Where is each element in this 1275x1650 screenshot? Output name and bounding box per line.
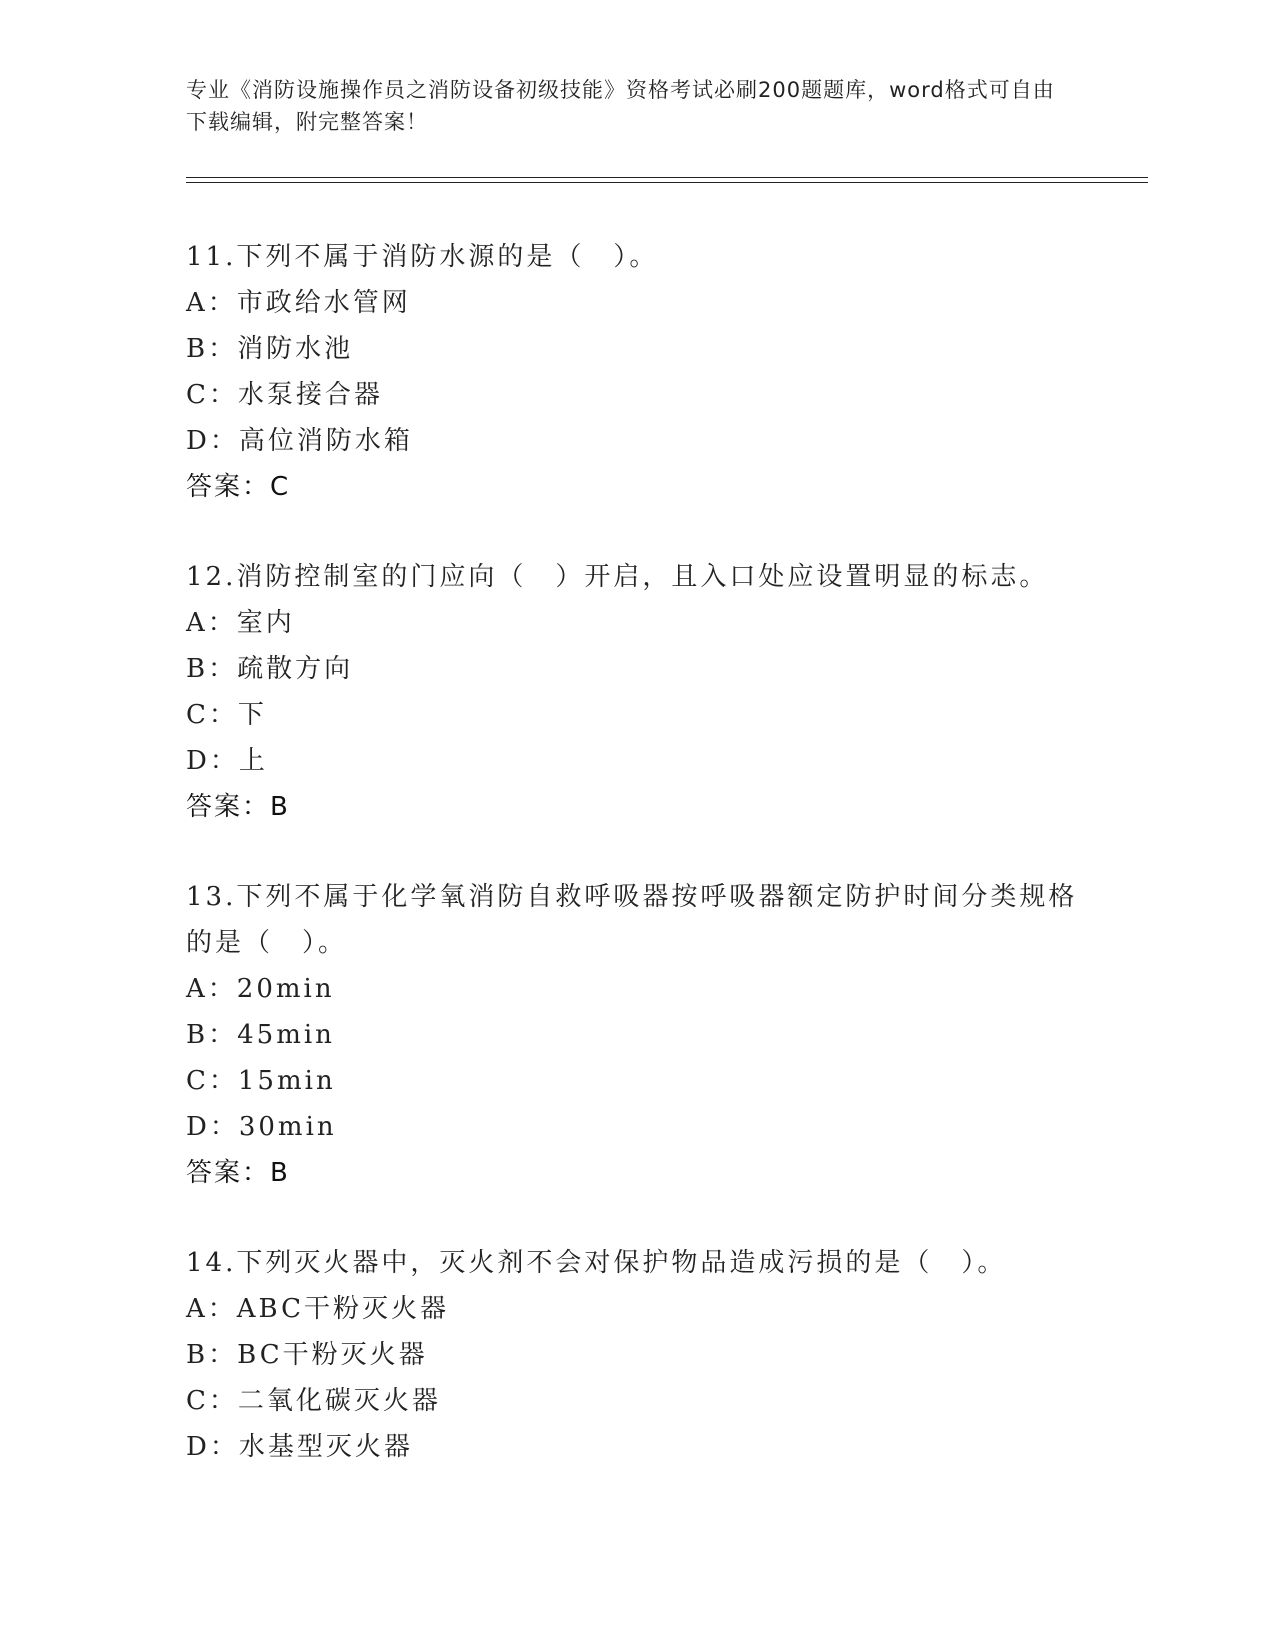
option-a: A：室内 [186,608,295,638]
header-intro-text: 专业《消防设施操作员之消防设备初级技能》资格考试必刷200题题库，word格式可自由下载编辑，附完整答案！ [186,78,1055,134]
question-11 [186,234,1106,510]
option-d: D：水基型灭火器 [186,1432,413,1462]
header-divider-top [186,177,1148,178]
document-header [186,74,1066,138]
option-a: A：20min [186,974,335,1004]
option-d: D：上 [186,746,268,776]
question-list [186,234,1106,1514]
option-c: C：二氧化碳灭火器 [186,1386,441,1416]
header-divider-bottom [186,182,1148,183]
option-b: B：疏散方向 [186,654,354,684]
option-b: B：45min [186,1020,335,1050]
option-b: B：BC干粉灭火器 [186,1340,428,1370]
question-12 [186,554,1106,830]
option-c: C：水泵接合器 [186,380,383,410]
answer-line: 答案：C [186,472,291,502]
option-d: D：高位消防水箱 [186,426,413,456]
question-stem: 11.下列不属于消防水源的是（ ）。 [186,242,659,272]
question-stem: 13.下列不属于化学氧消防自救呼吸器按呼吸器额定防护时间分类规格的是（ ）。 [186,882,1078,958]
option-a: A：市政给水管网 [186,288,411,318]
option-c: C：15min [186,1066,336,1096]
option-c: C：下 [186,700,267,730]
question-stem: 14.下列灭火器中，灭火剂不会对保护物品造成污损的是（ ）。 [186,1248,1007,1278]
option-a: A：ABC干粉灭火器 [186,1294,450,1324]
option-b: B：消防水池 [186,334,354,364]
answer-line: 答案：B [186,792,290,822]
question-13 [186,874,1106,1196]
option-d: D：30min [186,1112,337,1142]
question-14 [186,1240,1106,1470]
answer-line: 答案：B [186,1158,290,1188]
question-stem: 12.消防控制室的门应向（ ）开启，且入口处应设置明显的标志。 [186,562,1049,592]
